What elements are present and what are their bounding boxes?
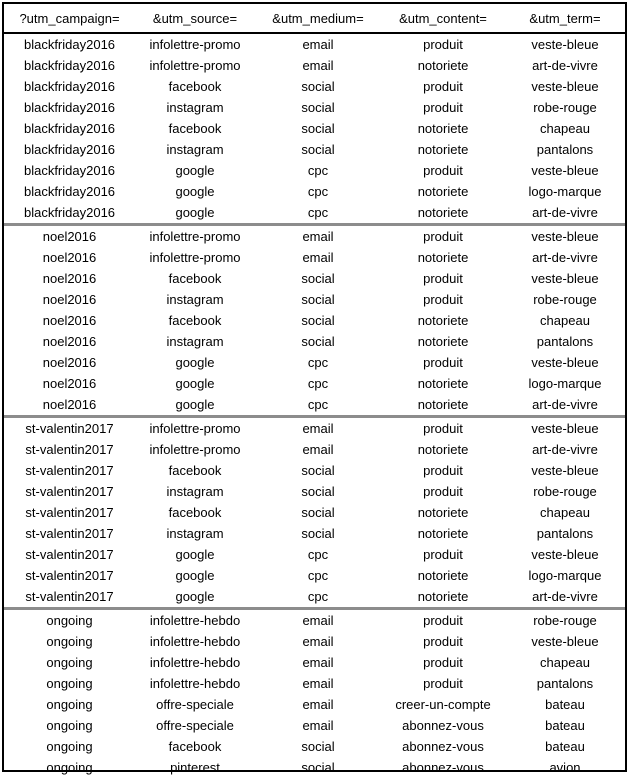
cell-utm-source: google [175,184,215,199]
cell-utm-content: notoriete [417,526,469,541]
cell-utm-medium: social [301,271,335,286]
cell-utm-content: notoriete [417,568,469,583]
cell-utm-medium: email [302,421,334,436]
cell-utm-content: notoriete [381,586,505,609]
cell-utm-content: notoriete [417,58,469,73]
cell-utm-source: pinterest [170,760,220,775]
cell-utm-term: chapeau [540,655,590,670]
header-utm-medium: &utm_medium= [255,4,381,33]
table-row [4,310,625,331]
cell-utm-content: notoriete [417,334,469,349]
cell-utm-source: facebook [168,505,222,520]
cell-utm-source: google [175,163,215,178]
cell-utm-campaign: ongoing [46,634,93,649]
cell-utm-medium: social [301,484,335,499]
cell-utm-term: pantalons [536,334,594,349]
table-row [4,481,625,502]
cell-utm-campaign: noel2016 [42,229,97,244]
cell-utm-campaign: blackfriday2016 [4,202,135,225]
cell-utm-content: notoriete [417,184,469,199]
table-row [4,225,625,248]
cell-utm-medium: social [301,142,335,157]
cell-utm-content: produit [423,292,463,307]
cell-utm-source: google [135,586,255,609]
cell-utm-term: pantalons [536,676,594,691]
cell-utm-campaign: noel2016 [42,292,97,307]
cell-utm-campaign: st-valentin2017 [25,421,114,436]
cell-utm-campaign: blackfriday2016 [23,142,116,157]
cell-utm-medium: email [302,37,334,52]
cell-utm-term: robe-rouge [533,484,597,499]
cell-utm-medium: cpc [307,547,329,562]
table-row [4,673,625,694]
cell-utm-campaign: noel2016 [42,313,97,328]
cell-utm-content: creer-un-compte [395,697,491,712]
cell-utm-content: produit [423,229,463,244]
cell-utm-term: robe-rouge [533,613,597,628]
table-row [4,439,625,460]
cell-utm-campaign: ongoing [46,697,93,712]
cell-utm-source: infolettre-promo [149,442,241,457]
cell-utm-medium: social [301,334,335,349]
cell-utm-medium: email [302,250,334,265]
cell-utm-term: art-de-vivre [532,58,598,73]
table-row [4,268,625,289]
cell-utm-term: chapeau [540,505,590,520]
cell-utm-source: google [175,376,215,391]
cell-utm-term: logo-marque [528,184,602,199]
cell-utm-term: chapeau [540,121,590,136]
header-utm-term: &utm_term= [505,4,625,33]
cell-utm-content: abonnez-vous [402,739,484,754]
cell-utm-medium: email [302,613,334,628]
cell-utm-source: infolettre-hebdo [149,655,241,670]
cell-utm-medium: cpc [255,202,381,225]
cell-utm-medium: cpc [307,568,329,583]
cell-utm-source: infolettre-promo [149,229,241,244]
cell-utm-term: veste-bleue [531,421,599,436]
cell-utm-content: notoriete [417,505,469,520]
cell-utm-medium: cpc [307,376,329,391]
table-row [4,247,625,268]
table-row [4,139,625,160]
cell-utm-term: veste-bleue [531,229,599,244]
cell-utm-term: avion [549,760,581,775]
cell-utm-term: art-de-vivre [505,586,625,609]
cell-utm-term: robe-rouge [533,100,597,115]
table-row [4,757,625,778]
cell-utm-campaign: st-valentin2017 [25,463,114,478]
cell-utm-campaign: blackfriday2016 [23,79,116,94]
cell-utm-medium: social [301,100,335,115]
cell-utm-campaign: ongoing [46,718,93,733]
table-row [4,586,625,609]
table-row [4,652,625,673]
table-header [4,4,625,33]
table-row [4,331,625,352]
cell-utm-source: facebook [168,313,222,328]
table-row [4,373,625,394]
cell-utm-campaign: noel2016 [42,376,97,391]
cell-utm-campaign: st-valentin2017 [25,484,114,499]
cell-utm-content: produit [423,463,463,478]
cell-utm-term: bateau [545,718,585,733]
cell-utm-content: produit [423,37,463,52]
table-body [4,33,625,778]
cell-utm-term: art-de-vivre [505,394,625,417]
cell-utm-medium: social [301,505,335,520]
table-row [4,736,625,757]
cell-utm-content: abonnez-vous [402,760,484,775]
cell-utm-campaign: blackfriday2016 [23,184,116,199]
cell-utm-content: notoriete [417,250,469,265]
cell-utm-term: art-de-vivre [532,442,598,457]
table-row [4,502,625,523]
cell-utm-term: pantalons [536,142,594,157]
cell-utm-medium: cpc [307,184,329,199]
utm-table [4,4,625,778]
cell-utm-campaign: ongoing [46,760,93,775]
cell-utm-source: facebook [168,121,222,136]
cell-utm-campaign: blackfriday2016 [23,37,116,52]
table-row [4,55,625,76]
cell-utm-term: veste-bleue [531,463,599,478]
cell-utm-campaign: st-valentin2017 [25,568,114,583]
cell-utm-campaign: noel2016 [42,334,97,349]
cell-utm-medium: social [301,292,335,307]
header-utm-source: &utm_source= [135,4,255,33]
cell-utm-term: veste-bleue [531,634,599,649]
cell-utm-source: facebook [168,79,222,94]
cell-utm-source: google [175,355,215,370]
cell-utm-content: notoriete [417,442,469,457]
cell-utm-source: google [175,568,215,583]
cell-utm-source: instagram [166,142,224,157]
cell-utm-content: produit [423,355,463,370]
cell-utm-source: infolettre-hebdo [149,634,241,649]
cell-utm-content: notoriete [417,313,469,328]
cell-utm-content: produit [423,547,463,562]
cell-utm-term: art-de-vivre [532,250,598,265]
cell-utm-campaign: blackfriday2016 [23,58,116,73]
cell-utm-campaign: ongoing [46,676,93,691]
cell-utm-source: instagram [166,484,224,499]
cell-utm-medium: email [302,655,334,670]
cell-utm-campaign: noel2016 [42,271,97,286]
cell-utm-content: produit [423,655,463,670]
table-row [4,76,625,97]
cell-utm-campaign: blackfriday2016 [23,163,116,178]
header-utm-content: &utm_content= [381,4,505,33]
cell-utm-medium: cpc [307,163,329,178]
table-row [4,523,625,544]
table-row [4,715,625,736]
cell-utm-content: produit [423,484,463,499]
cell-utm-medium: cpc [307,355,329,370]
cell-utm-term: veste-bleue [531,271,599,286]
cell-utm-content: abonnez-vous [402,718,484,733]
cell-utm-term: art-de-vivre [505,202,625,225]
cell-utm-source: infolettre-hebdo [149,613,241,628]
cell-utm-source: infolettre-promo [149,58,241,73]
table-row [4,352,625,373]
table-row [4,609,625,632]
cell-utm-source: instagram [166,292,224,307]
cell-utm-medium: social [301,739,335,754]
table-row [4,181,625,202]
utm-table-sheet [2,2,627,775]
cell-utm-term: veste-bleue [531,79,599,94]
cell-utm-source: google [175,547,215,562]
cell-utm-term: veste-bleue [531,355,599,370]
table-row [4,460,625,481]
cell-utm-term: pantalons [536,526,594,541]
cell-utm-campaign: blackfriday2016 [23,121,116,136]
cell-utm-campaign: noel2016 [42,355,97,370]
cell-utm-campaign: noel2016 [4,394,135,417]
cell-utm-content: produit [423,271,463,286]
table-row [4,694,625,715]
cell-utm-campaign: blackfriday2016 [23,100,116,115]
cell-utm-medium: email [302,697,334,712]
cell-utm-source: infolettre-promo [149,250,241,265]
cell-utm-campaign: ongoing [46,655,93,670]
cell-utm-medium: social [301,463,335,478]
cell-utm-medium: social [301,760,335,775]
cell-utm-campaign: st-valentin2017 [25,505,114,520]
cell-utm-medium: email [302,58,334,73]
cell-utm-campaign: st-valentin2017 [25,547,114,562]
cell-utm-term: veste-bleue [531,547,599,562]
table-row [4,118,625,139]
header-utm-campaign: ?utm_campaign= [4,4,135,33]
cell-utm-source: offre-speciale [156,697,234,712]
cell-utm-campaign: ongoing [46,613,93,628]
cell-utm-term: veste-bleue [531,163,599,178]
cell-utm-term: bateau [545,739,585,754]
cell-utm-source: infolettre-promo [149,421,241,436]
table-row [4,33,625,55]
cell-utm-source: infolettre-hebdo [149,676,241,691]
cell-utm-content: produit [423,163,463,178]
table-row [4,417,625,440]
cell-utm-content: produit [423,79,463,94]
table-row [4,544,625,565]
cell-utm-content: produit [423,676,463,691]
cell-utm-term: veste-bleue [531,37,599,52]
table-row [4,394,625,417]
cell-utm-medium: cpc [255,394,381,417]
cell-utm-source: offre-speciale [156,718,234,733]
cell-utm-medium: social [301,313,335,328]
cell-utm-term: logo-marque [528,568,602,583]
cell-utm-medium: email [302,634,334,649]
cell-utm-content: notoriete [381,202,505,225]
cell-utm-content: produit [423,613,463,628]
table-row [4,565,625,586]
cell-utm-medium: social [301,79,335,94]
cell-utm-source: instagram [166,526,224,541]
cell-utm-content: produit [423,421,463,436]
cell-utm-content: produit [423,100,463,115]
cell-utm-medium: email [302,676,334,691]
table-row [4,160,625,181]
cell-utm-term: robe-rouge [533,292,597,307]
cell-utm-source: google [135,394,255,417]
cell-utm-content: notoriete [417,142,469,157]
cell-utm-term: logo-marque [528,376,602,391]
cell-utm-source: facebook [168,739,222,754]
cell-utm-term: chapeau [540,313,590,328]
table-row [4,97,625,118]
cell-utm-content: produit [423,634,463,649]
cell-utm-source: instagram [166,100,224,115]
cell-utm-campaign: st-valentin2017 [25,442,114,457]
cell-utm-medium: email [302,229,334,244]
cell-utm-content: notoriete [381,394,505,417]
cell-utm-content: notoriete [417,376,469,391]
table-row [4,631,625,652]
header-row [4,4,625,33]
cell-utm-source: infolettre-promo [149,37,241,52]
cell-utm-medium: social [301,526,335,541]
table-row [4,202,625,225]
cell-utm-source: instagram [166,334,224,349]
cell-utm-source: facebook [168,463,222,478]
cell-utm-term: bateau [545,697,585,712]
cell-utm-medium: cpc [255,586,381,609]
cell-utm-campaign: noel2016 [42,250,97,265]
table-row [4,289,625,310]
cell-utm-medium: email [302,442,334,457]
cell-utm-campaign: ongoing [46,739,93,754]
cell-utm-campaign: st-valentin2017 [25,526,114,541]
cell-utm-medium: social [301,121,335,136]
cell-utm-content: notoriete [417,121,469,136]
cell-utm-source: google [135,202,255,225]
cell-utm-medium: email [302,718,334,733]
cell-utm-source: facebook [168,271,222,286]
cell-utm-campaign: st-valentin2017 [4,586,135,609]
